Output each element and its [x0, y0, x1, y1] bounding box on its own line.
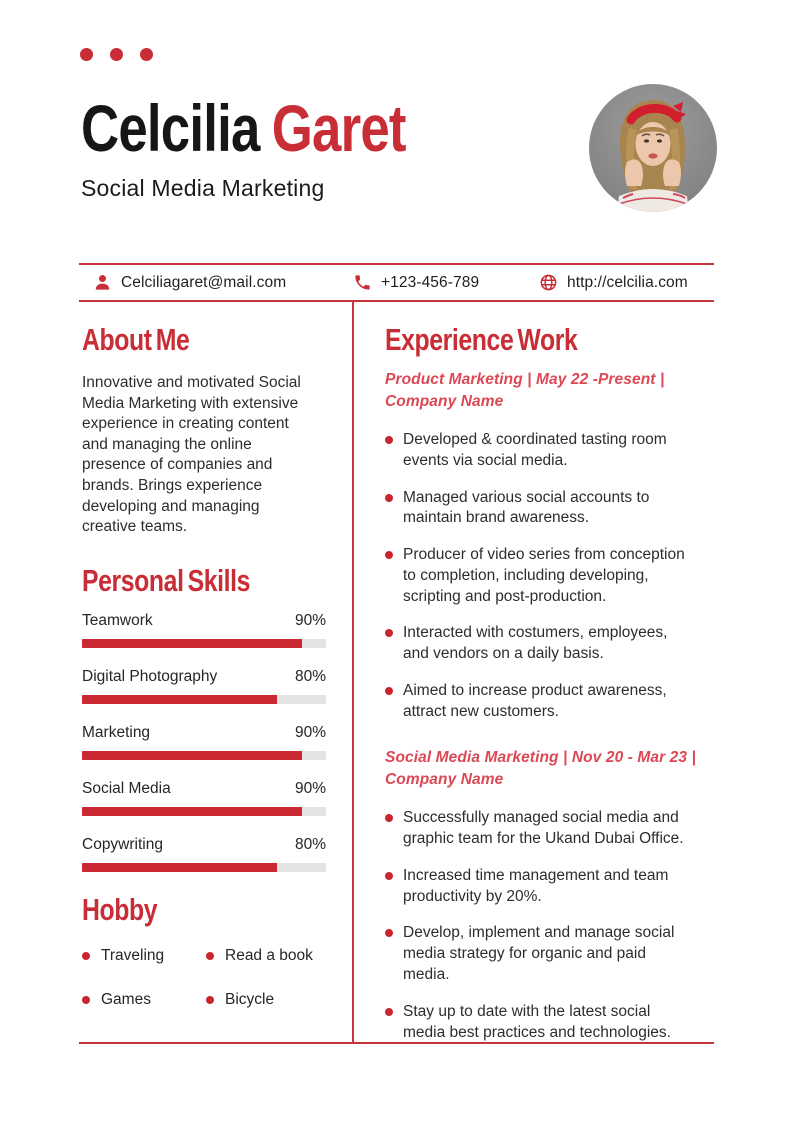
bullet-icon — [385, 687, 393, 695]
globe-icon — [539, 273, 558, 292]
hobby-item — [82, 991, 206, 1009]
bullet-text: Aimed to increase product awareness, attract new customers. — [403, 681, 667, 720]
bullet-text: Stay up to date with the latest social media best practices and technologies. — [403, 1002, 671, 1041]
phone-text: +123-456-789 — [381, 273, 480, 291]
about-text: Innovative and motivated Social Media Marketing with extensive experience in creating content and managing the online presence of companies and brands. Brings experience developing and managing creative teams. — [82, 374, 301, 536]
skill-item — [82, 724, 326, 760]
job-bullet — [385, 808, 705, 850]
portrait-illustration — [589, 84, 717, 212]
phone-icon — [353, 273, 372, 292]
website-text: http://celcilia.com — [567, 273, 688, 291]
hobby-label: Read a book — [225, 946, 313, 964]
skill-label: Teamwork — [82, 611, 153, 629]
column-divider — [352, 302, 354, 1042]
skill-percent: 80% — [294, 667, 326, 685]
job-bullet — [385, 623, 705, 665]
header — [81, 91, 487, 202]
decorative-dots — [80, 48, 153, 61]
bullet-icon — [385, 929, 393, 937]
skill-item — [82, 836, 326, 872]
job-title: Social Media Marketing | Nov 20 - Mar 23 | Company Name — [385, 749, 696, 789]
person-name — [81, 91, 406, 165]
skill-percent: 80% — [294, 835, 326, 853]
bullet-icon — [206, 996, 214, 1004]
bullet-text: Increased time management and team productivity by 20%. — [403, 866, 669, 905]
bullet-text: Developed & coordinated tasting room events via social media. — [403, 431, 667, 469]
hobby-label: Traveling — [101, 946, 165, 964]
job-bullet — [385, 866, 705, 908]
job-bullet — [385, 681, 705, 723]
bullet-icon — [82, 996, 90, 1004]
about-heading: About Me — [82, 322, 190, 357]
bullet-icon — [385, 436, 393, 444]
bullet-icon — [385, 872, 393, 880]
contact-website — [539, 265, 688, 300]
bullet-icon — [385, 551, 393, 559]
hobby-label: Games — [101, 990, 151, 1008]
skill-label: Social Media — [82, 779, 171, 797]
skill-item — [82, 668, 326, 704]
first-name: Celcilia — [81, 91, 260, 165]
job-title: Product Marketing | May 22 -Present | Company Name — [385, 371, 665, 410]
skill-item — [82, 612, 326, 648]
skill-percent: 90% — [294, 779, 326, 797]
hobby-item — [206, 947, 326, 965]
hobby-label: Bicycle — [225, 990, 275, 1008]
skill-bar-fill — [82, 863, 277, 872]
skill-percent: 90% — [294, 723, 326, 741]
skills-list — [82, 612, 326, 872]
skill-bar-track — [82, 807, 326, 816]
hobby-item — [82, 947, 206, 965]
bullet-icon — [385, 629, 393, 637]
experience-heading: Experience Work — [385, 322, 578, 357]
job-bullet — [385, 1002, 705, 1044]
job-bullet-list — [385, 808, 705, 1043]
job-bullet — [385, 488, 705, 530]
job-subtitle: Social Media Marketing — [81, 174, 325, 201]
skill-bar-fill — [82, 807, 302, 816]
skills-heading: Personal Skills — [82, 562, 251, 598]
job-bullet — [385, 430, 705, 472]
skill-label: Marketing — [82, 723, 151, 741]
contact-email — [93, 265, 286, 300]
bullet-text: Develop, implement and manage social media strategy for organic and paid media. — [403, 924, 675, 984]
experience-job — [385, 747, 705, 1043]
job-bullet-list — [385, 430, 705, 722]
bullet-icon — [385, 814, 393, 822]
bullet-icon — [206, 952, 214, 960]
person-icon — [93, 273, 112, 292]
dot-icon — [140, 48, 153, 61]
skill-label: Digital Photography — [82, 667, 218, 685]
dot-icon — [80, 48, 93, 61]
last-name: Garet — [271, 91, 406, 165]
profile-photo — [589, 84, 717, 212]
bullet-text: Successfully managed social media and graphic team for the Ukand Dubai Office. — [403, 809, 684, 848]
skill-bar-track — [82, 639, 326, 648]
experience-job — [385, 369, 705, 722]
job-bullet — [385, 545, 705, 607]
skill-label: Copywriting — [82, 835, 163, 853]
dot-icon — [110, 48, 123, 61]
skill-bar-track — [82, 751, 326, 760]
skill-bar-fill — [82, 751, 302, 760]
email-text: Celciliagaret@mail.com — [121, 273, 287, 291]
skill-item — [82, 780, 326, 816]
skill-bar-track — [82, 695, 326, 704]
hobby-heading: Hobby — [82, 891, 158, 927]
right-column — [385, 324, 705, 1059]
left-column — [82, 324, 326, 1009]
hobby-item — [206, 991, 326, 1009]
contact-phone — [353, 265, 479, 300]
contact-bar — [79, 263, 714, 302]
skill-bar-track — [82, 863, 326, 872]
hobby-list — [82, 947, 326, 1009]
skill-bar-fill — [82, 695, 277, 704]
bullet-icon — [82, 952, 90, 960]
skill-bar-fill — [82, 639, 302, 648]
job-bullet — [385, 923, 705, 985]
bullet-text: Managed various social accounts to maintain brand awareness. — [403, 488, 650, 527]
bullet-text: Interacted with costumers, employees, and vendors on a daily basis. — [403, 624, 668, 663]
skill-percent: 90% — [294, 611, 326, 629]
bullet-icon — [385, 1008, 393, 1016]
bullet-text: Producer of video series from conception to completion, including developing, scripting and post-production. — [403, 546, 685, 605]
bullet-icon — [385, 494, 393, 502]
